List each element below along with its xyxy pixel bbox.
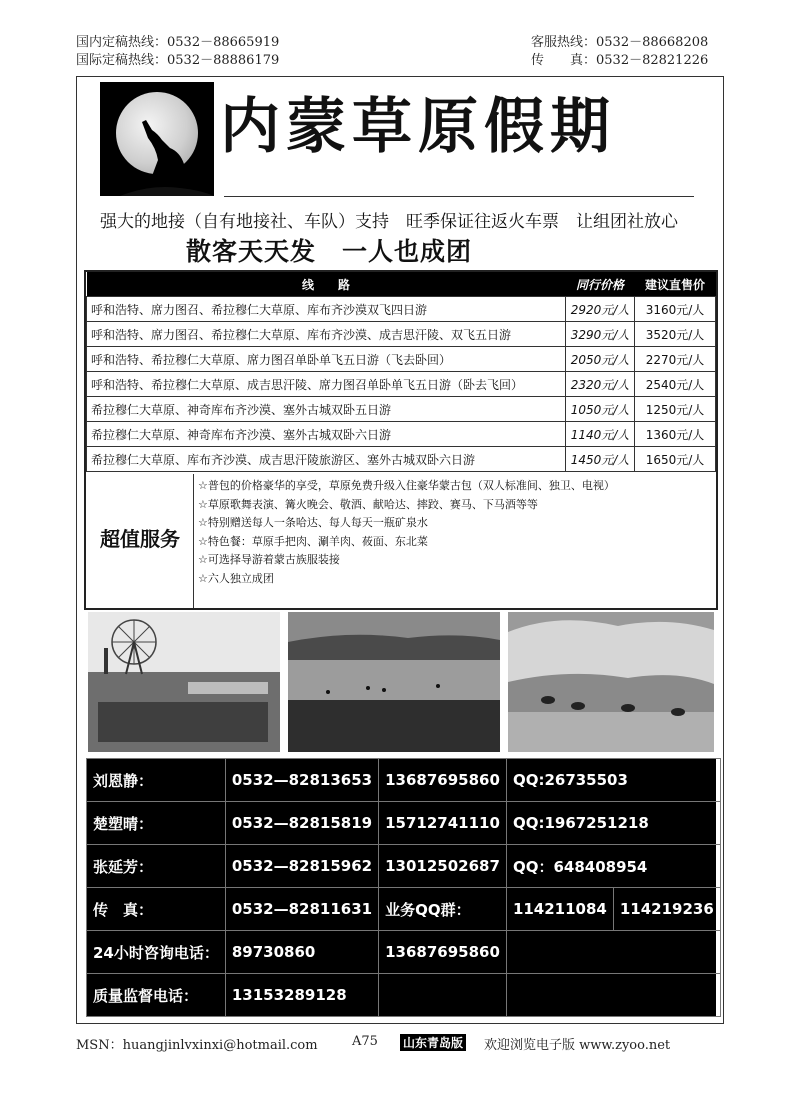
- quality-label: 质量监督电话：: [87, 974, 226, 1017]
- route-name: 希拉穆仁大草原、库布齐沙漠、成吉思汗陵旅游区、塞外古城双卧六日游: [87, 447, 566, 472]
- footer-page-number: A75: [352, 1034, 378, 1049]
- photo-yak-hills: [508, 612, 714, 752]
- contact-phone: 0532—82813653: [225, 759, 378, 802]
- slogan-line-2: 散客天天发 一人也成团: [186, 237, 473, 266]
- qq-group-label: 业务QQ群：: [379, 888, 507, 931]
- fax-hotline: 传 真：0532－82821226: [531, 53, 709, 68]
- route-row: [87, 447, 716, 472]
- route-row: [87, 322, 716, 347]
- services-divider: [193, 474, 194, 608]
- contact-panel: [86, 758, 716, 1017]
- contact-qq: QQ:1967251218: [506, 802, 720, 845]
- route-row: [87, 347, 716, 372]
- contact-row: [87, 974, 721, 1017]
- footer-msn: MSN：huangjinlvxinxi@hotmail.com: [76, 1038, 318, 1053]
- hotline-24h-label: 24小时咨询电话：: [87, 931, 226, 974]
- title-underline: [224, 196, 694, 197]
- peer-price: 2050元/人: [566, 347, 635, 372]
- services-label: 超值服务: [100, 527, 180, 551]
- retail-price: 1650元/人: [635, 447, 716, 472]
- contact-phone: 0532—82815819: [225, 802, 378, 845]
- qq-group-1: 114211084: [506, 888, 613, 931]
- footer-publication: 山东青岛版: [400, 1034, 466, 1051]
- contact-qq: QQ：648408954: [506, 845, 720, 888]
- peer-price: 1450元/人: [566, 447, 635, 472]
- contact-row: [87, 931, 721, 974]
- service-item: ☆特色餐：草原手把肉、涮羊肉、莜面、东北菜: [198, 534, 428, 548]
- header-retail-price: 建议直售价: [635, 272, 716, 297]
- contact-qq: QQ:26735503: [506, 759, 720, 802]
- quality-number: 13153289128: [225, 974, 378, 1017]
- route-name: 呼和浩特、希拉穆仁大草原、成吉思汗陵、席力图召单卧单飞五日游（卧去飞回）: [87, 372, 566, 397]
- retail-price: 3520元/人: [635, 322, 716, 347]
- route-name: 呼和浩特、席力图召、希拉穆仁大草原、库布齐沙漠双飞四日游: [87, 297, 566, 322]
- contact-row: [87, 759, 721, 802]
- contact-row: [87, 888, 721, 931]
- route-row: [87, 297, 716, 322]
- hotline-24h-mobile: 13687695860: [379, 931, 507, 974]
- contact-mobile: 13012502687: [379, 845, 507, 888]
- contact-name: 刘恩静：: [87, 759, 226, 802]
- retail-price: 1250元/人: [635, 397, 716, 422]
- photo-grassland-herd: [288, 612, 500, 752]
- howling-wolf-icon: [100, 82, 214, 196]
- route-row: [87, 397, 716, 422]
- route-name: 呼和浩特、席力图召、希拉穆仁大草原、库布齐沙漠、成吉思汗陵、双飞五日游: [87, 322, 566, 347]
- hotlines-right: [531, 34, 708, 70]
- footer-browse: 欢迎浏览电子版 www.zyoo.net: [484, 1038, 671, 1053]
- route-name: 希拉穆仁大草原、神奇库布齐沙漠、塞外古城双卧五日游: [87, 397, 566, 422]
- peer-price: 1140元/人: [566, 422, 635, 447]
- hotlines-left: [76, 34, 279, 70]
- fax-number: 0532—82811631: [225, 888, 378, 931]
- contact-row: [87, 802, 721, 845]
- service-item: ☆六人独立成团: [198, 571, 274, 585]
- photo-ferris-wheel-town: [88, 612, 280, 752]
- service-item: ☆可选择导游着蒙古族服装接: [198, 553, 340, 566]
- retail-price: 1360元/人: [635, 422, 716, 447]
- services-list: [198, 477, 615, 588]
- header-route: 线 路: [87, 272, 566, 297]
- qq-group-2: 114219236: [613, 888, 720, 931]
- service-item: ☆普包的价格豪华的享受，草原免费升级入住豪华蒙古包（双人标准间、独卫、电视）: [198, 479, 615, 492]
- retail-price: 2270元/人: [635, 347, 716, 372]
- retail-price: 3160元/人: [635, 297, 716, 322]
- retail-price: 2540元/人: [635, 372, 716, 397]
- peer-price: 2920元/人: [566, 297, 635, 322]
- empty-cell: [379, 974, 507, 1017]
- route-name: 呼和浩特、希拉穆仁大草原、席力图召单卧单飞五日游（飞去卧回）: [87, 347, 566, 372]
- contact-row: [87, 845, 721, 888]
- international-hotline: 国际定稿热线：0532－88886179: [76, 53, 280, 68]
- fax-label: 传 真：: [87, 888, 226, 931]
- contact-name: 张延芳：: [87, 845, 226, 888]
- empty-cell: [506, 931, 720, 974]
- routes-table: [86, 272, 716, 472]
- route-row: [87, 422, 716, 447]
- route-name: 希拉穆仁大草原、神奇库布齐沙漠、塞外古城双卧六日游: [87, 422, 566, 447]
- contact-name: 楚塑晴：: [87, 802, 226, 845]
- service-hotline: 客服热线：0532－88668208: [531, 35, 709, 50]
- header-peer-price: 同行价格: [566, 272, 635, 297]
- route-row: [87, 372, 716, 397]
- wolf-moon-logo: [100, 82, 214, 196]
- contact-mobile: 15712741110: [379, 802, 507, 845]
- contact-mobile: 13687695860: [379, 759, 507, 802]
- domestic-hotline: 国内定稿热线：0532－88665919: [76, 35, 280, 50]
- ad-title: 内蒙草原假期: [220, 92, 616, 162]
- contact-phone: 0532—82815962: [225, 845, 378, 888]
- peer-price: 2320元/人: [566, 372, 635, 397]
- hotline-24h-number: 89730860: [225, 931, 378, 974]
- slogan-line-1: 强大的地接（自有地接社、车队）支持 旺季保证往返火车票 让组团社放心: [100, 212, 678, 232]
- empty-cell: [506, 974, 720, 1017]
- peer-price: 3290元/人: [566, 322, 635, 347]
- peer-price: 1050元/人: [566, 397, 635, 422]
- service-item: ☆特别赠送每人一条哈达、每人每天一瓶矿泉水: [198, 516, 428, 529]
- service-item: ☆草原歌舞表演、篝火晚会、敬酒、献哈达、摔跤、赛马、下马酒等等: [198, 497, 538, 511]
